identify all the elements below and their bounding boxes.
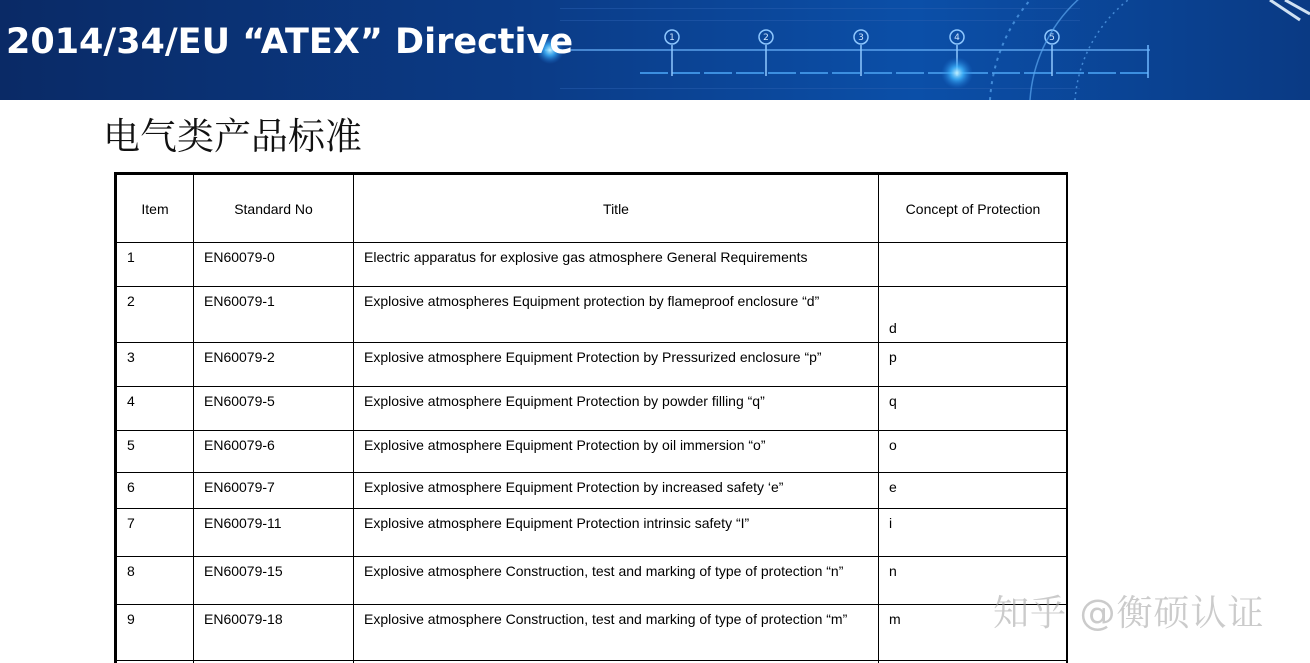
cell-concept: n	[889, 563, 897, 579]
table-row	[117, 243, 1068, 287]
cell-title: Explosive atmosphere Construction, test and marking of type of protection “m”	[364, 611, 848, 627]
cell-standard: EN60079-2	[204, 349, 275, 365]
standards-table	[114, 172, 1068, 663]
table-row	[117, 509, 1068, 557]
cell-concept: p	[889, 349, 897, 365]
column-header-title: Title	[354, 175, 879, 243]
table-row	[117, 473, 1068, 509]
cell-item: 8	[127, 563, 135, 579]
cell-item: 5	[127, 437, 135, 453]
cell-standard: EN60079-15	[204, 563, 283, 579]
cell-concept: m	[889, 611, 901, 627]
cell-concept	[879, 243, 1067, 249]
cell-concept: e	[889, 479, 897, 495]
table-header-row	[117, 175, 1068, 243]
cell-title: Explosive atmospheres Equipment protection by flameproof enclosure “d”	[364, 293, 820, 309]
column-header-standard-no: Standard No	[194, 175, 354, 243]
cell-item: 3	[127, 349, 135, 365]
cell-title: Explosive atmosphere Construction, test and marking of type of protection “n”	[364, 563, 844, 579]
page-title: 2014/34/EU “ATEX” Directive	[6, 22, 574, 62]
step-marker-2: 2	[763, 33, 769, 43]
step-marker-5: 5	[1049, 33, 1055, 43]
cell-standard: EN60079-1	[204, 293, 275, 309]
cell-title: Explosive atmosphere Equipment Protection intrinsic safety “I”	[364, 515, 750, 531]
cell-item: 1	[127, 249, 135, 265]
cell-standard: EN60079-5	[204, 393, 275, 409]
cell-concept: i	[889, 515, 893, 531]
table-row	[117, 387, 1068, 431]
table-row	[117, 605, 1068, 661]
step-marker-3: 3	[858, 33, 864, 43]
table-row	[117, 431, 1068, 473]
column-header-item: Item	[117, 175, 194, 243]
cell-title: Explosive atmosphere Equipment Protection by Pressurized enclosure “p”	[364, 349, 822, 365]
cell-title: Electric apparatus for explosive gas atmosphere General Requirements	[364, 249, 808, 265]
cell-item: 9	[127, 611, 135, 627]
step-marker-1: 1	[669, 33, 675, 43]
cell-title: Explosive atmosphere Equipment Protection by increased safety ‘e”	[364, 479, 784, 495]
cell-standard: EN60079-11	[204, 515, 282, 531]
cell-standard: EN60079-6	[204, 437, 275, 453]
table-row	[117, 287, 1068, 343]
watermark: 知乎 @衡硕认证	[993, 593, 1265, 634]
cell-concept: q	[889, 393, 897, 409]
table-row	[117, 343, 1068, 387]
step-marker-4: 4	[954, 33, 960, 43]
cell-concept: o	[889, 437, 897, 453]
cell-item: 7	[127, 515, 135, 531]
cell-item: 4	[127, 393, 135, 409]
cell-standard: EN60079-7	[204, 479, 275, 495]
table-row	[117, 557, 1068, 605]
cell-title: Explosive atmosphere Equipment Protection by powder filling “q”	[364, 393, 765, 409]
cell-standard: EN60079-0	[204, 249, 275, 265]
cell-item: 6	[127, 479, 135, 495]
cell-concept: d	[889, 320, 897, 336]
section-subtitle: 电气类产品标准	[103, 115, 362, 158]
header-banner	[0, 0, 1310, 100]
cell-title: Explosive atmosphere Equipment Protection by oil immersion “o”	[364, 437, 766, 453]
cell-item: 2	[127, 293, 135, 309]
column-header-concept: Concept of Protection	[879, 175, 1068, 243]
cell-standard: EN60079-18	[204, 611, 283, 627]
standards-table-grid	[116, 174, 1068, 663]
